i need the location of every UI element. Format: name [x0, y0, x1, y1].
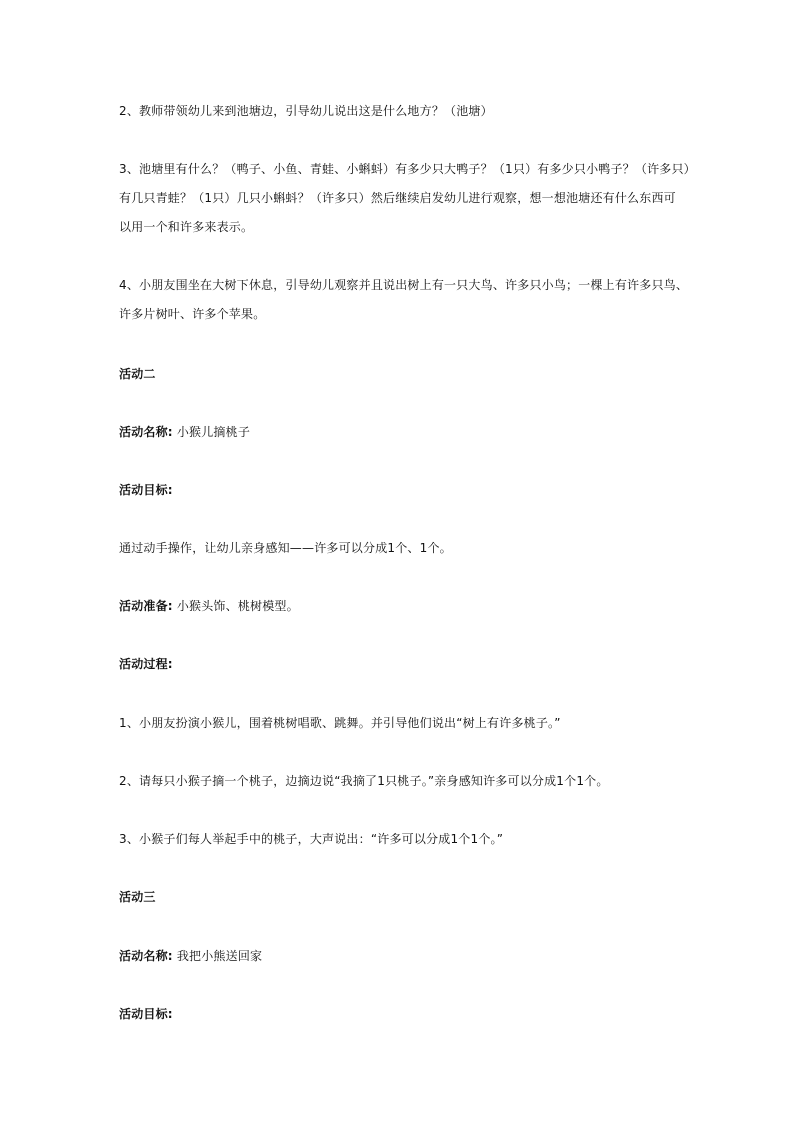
activity3-name-label: 活动名称:: [119, 949, 173, 963]
activity3-name-row: [119, 948, 689, 964]
activity2-prep-value: 小猴头饰、桃树模型。: [172, 599, 299, 613]
activity2-name-value: 小猴儿摘桃子: [172, 425, 251, 439]
activity2-step: 3、小猴子们每人举起手中的桃子，大声说出：“许多可以分成1个1个。”: [119, 832, 504, 846]
activity3-goal-label: 活动目标:: [119, 1007, 173, 1021]
activity3-heading: 活动三: [119, 890, 156, 904]
text-line: 4、小朋友围坐在大树下休息，引导幼儿观察并且说出树上有一只大鸟、许多只小鸟；一棵上有许多只鸟、: [119, 278, 689, 292]
activity2-goal-text: 通过动手操作，让幼儿亲身感知——许多可以分成1个、1个。: [119, 541, 452, 555]
activity2-step: 1、小朋友扮演小猴儿，围着桃树唱歌、跳舞。并引导他们说出“树上有许多桃子。”: [119, 716, 561, 730]
text-line: 有几只青蛙？（1只）几只小蝌蚪？（许多只）然后继续启发幼儿进行观察，想一想池塘还有什么东西可: [119, 191, 676, 205]
activity2-prep-label: 活动准备:: [119, 599, 173, 613]
text-line: 以用一个和许多来表示。: [119, 220, 254, 234]
activity2-goal-label: 活动目标:: [119, 483, 173, 497]
activity3-name-value: 我把小熊送回家: [172, 949, 263, 963]
activity2-prep-row: [119, 598, 689, 614]
text-line: 2、教师带领幼儿来到池塘边，引导幼儿说出这是什么地方？（池塘）: [119, 104, 493, 118]
activity2-process-label: 活动过程:: [119, 657, 173, 671]
activity2-heading: 活动二: [119, 367, 156, 381]
activity2-name-label: 活动名称:: [119, 425, 173, 439]
text-line: 许多片树叶、许多个苹果。: [119, 307, 266, 321]
text-line: 3、池塘里有什么？（鸭子、小鱼、青蛙、小蝌蚪）有多少只大鸭子？（1只）有多少只小鸭子？（许多只）: [119, 162, 696, 176]
activity2-name-row: [119, 424, 689, 440]
activity2-step: 2、请每只小猴子摘一个桃子，边摘边说“我摘了1只桃子。”亲身感知许多可以分成1个1个。: [119, 774, 609, 788]
